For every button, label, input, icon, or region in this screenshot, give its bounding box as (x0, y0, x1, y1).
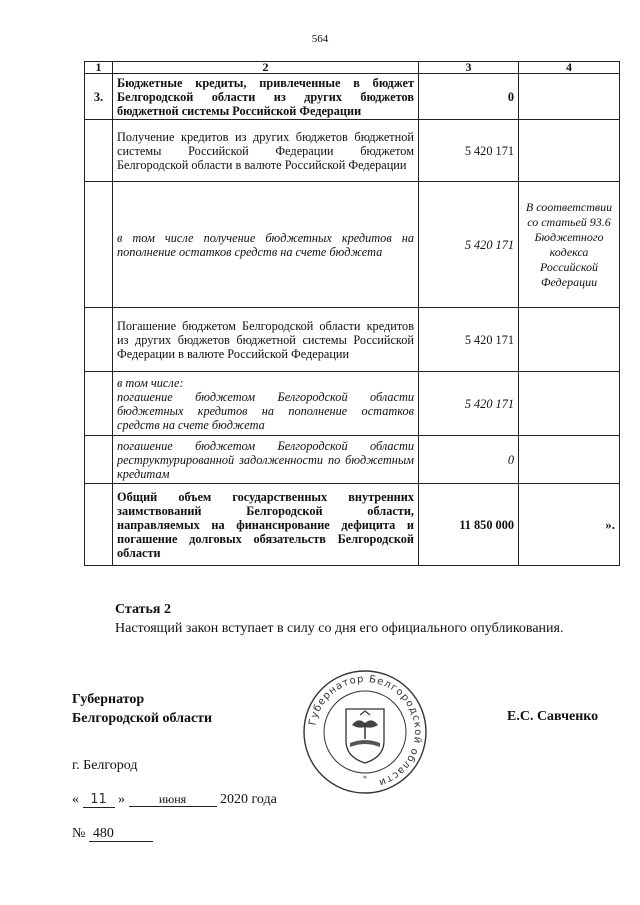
row-description: Получение кредитов из других бюджетов бюджетной системы Российской Федерации бюджетом Белгородской области в валюте Российской Федерации (113, 120, 419, 182)
row-amount: 5 420 171 (419, 372, 519, 436)
row-number (85, 436, 113, 484)
row-amount: 5 420 171 (419, 182, 519, 308)
date-year: 2020 года (220, 792, 277, 807)
coat-of-arms-icon (346, 709, 384, 763)
table-row (85, 308, 620, 372)
official-seal (300, 667, 430, 797)
table-row (85, 372, 620, 436)
column-header: 1 (85, 62, 113, 74)
row-note: В соответствии со статьей 93.6 Бюджетного кодекса Российской Федерации (519, 182, 620, 308)
row-note (519, 74, 620, 120)
row-description: погашение бюджетом Белгородской области реструктурированной задолженности по бюджетным кредитам (113, 436, 419, 484)
row-amount: 11 850 000 (419, 484, 519, 566)
row-amount: 0 (419, 74, 519, 120)
row-number (85, 182, 113, 308)
seal-text: Губернатор Белгородской области (307, 673, 424, 789)
table-row (85, 436, 620, 484)
table-row (85, 484, 620, 566)
article-title: Статья 2 (115, 602, 171, 617)
row-amount: 5 420 171 (419, 308, 519, 372)
table-row (85, 182, 620, 308)
row-note (519, 308, 620, 372)
law-number (72, 826, 153, 842)
date-open-quote: « (72, 792, 79, 807)
table-row (85, 120, 620, 182)
svg-text:*: * (363, 774, 367, 783)
article-text: Настоящий закон вступает в силу со дня его официального опубликования. (115, 621, 564, 636)
borrowings-table (84, 61, 620, 566)
row-description: Общий объем государственных внутренних заимствований Белгородской области, направляемых на финансирование дефицита и погашение долговых обязательств Белгородской области (113, 484, 419, 566)
law-number-label: № (72, 826, 86, 841)
table-row (85, 74, 620, 120)
row-amount: 5 420 171 (419, 120, 519, 182)
row-amount: 0 (419, 436, 519, 484)
row-description: Бюджетные кредиты, привлеченные в бюджет Белгородской области из других бюджетов бюджетной системы Российской Федерации (113, 74, 419, 120)
row-description: Погашение бюджетом Белгородской области кредитов из других бюджетов бюджетной системы Российской Федерации в валюте Российской Федерации (113, 308, 419, 372)
row-note (519, 372, 620, 436)
date-close-quote: » (118, 792, 125, 807)
signature-title-line: Губернатор (72, 692, 145, 707)
signing-date (72, 792, 277, 808)
row-description: погашение бюджетом Белгородской области бюджетных кредитов на пополнение остатков средств на счете бюджета (117, 389, 414, 432)
signature-title-line: Белгородской области (72, 711, 213, 726)
page-number: 564 (311, 33, 329, 45)
row-number: 3. (85, 74, 113, 120)
table-header-row (85, 62, 620, 74)
row-number (85, 120, 113, 182)
row-number (85, 308, 113, 372)
closing-quote: ». (519, 484, 620, 566)
row-description-intro: в том числе: (117, 375, 184, 390)
row-description: в том числе получение бюджетных кредитов на пополнение остатков средств на счете бюджета (113, 182, 419, 308)
row-description-cell (113, 372, 419, 436)
date-month: июня (129, 792, 217, 807)
column-header: 2 (113, 62, 419, 74)
column-header: 4 (519, 62, 620, 74)
row-number (85, 484, 113, 566)
signature-title (72, 690, 212, 728)
row-number (85, 372, 113, 436)
row-note (519, 436, 620, 484)
row-note (519, 120, 620, 182)
signatory-name: Е.С. Савченко (507, 709, 599, 724)
date-day: 11 (83, 793, 115, 808)
signing-place: г. Белгород (72, 758, 138, 773)
law-number-value: 480 (89, 827, 153, 842)
column-header: 3 (419, 62, 519, 74)
